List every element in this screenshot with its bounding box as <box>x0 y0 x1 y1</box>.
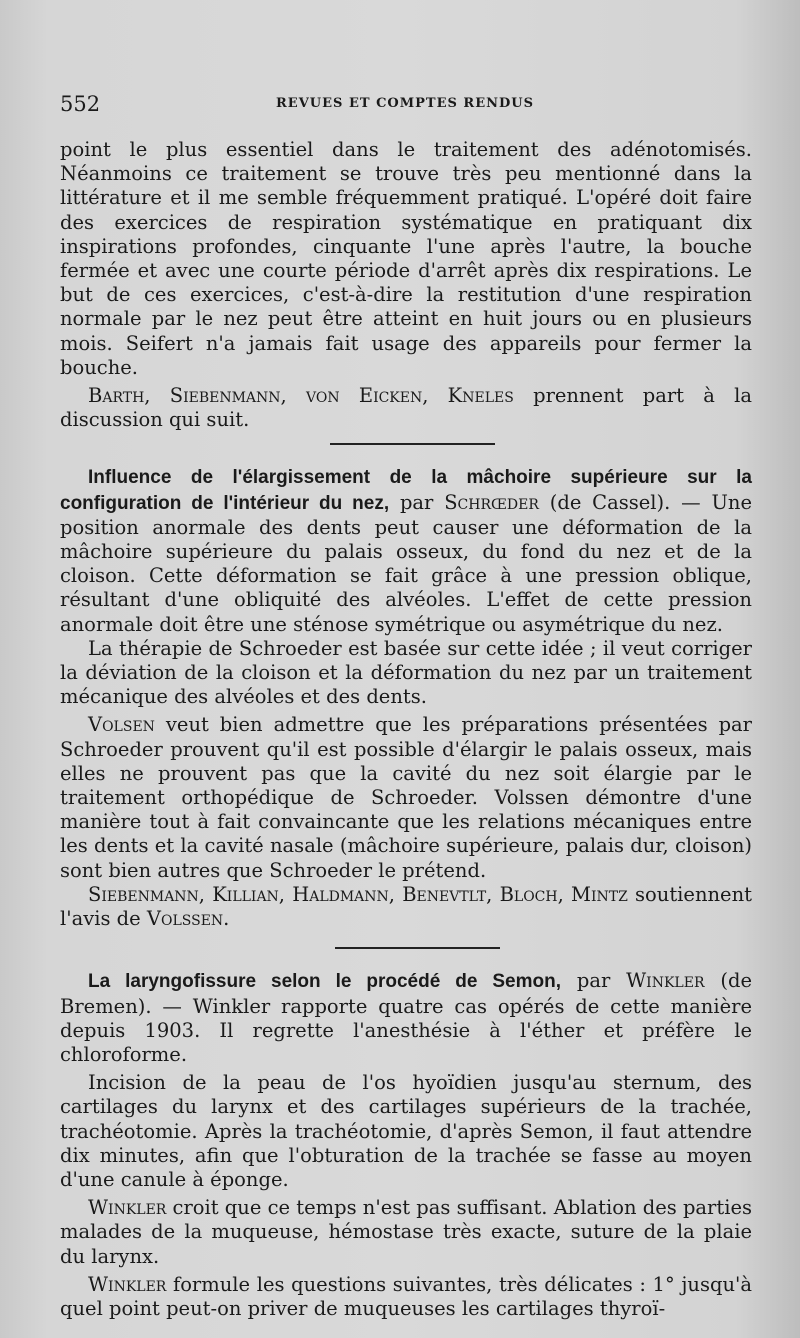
article-influence <box>60 465 752 931</box>
article-1-paragraph-3 <box>60 713 752 882</box>
article-1-title: Influence de l'élargissement de la mâchoire supérieure sur la configuration de l'intérieur du nez, <box>60 467 752 514</box>
discussion-paragraph <box>60 384 752 432</box>
page-body <box>60 138 752 1321</box>
article-1-paragraph-2: La thérapie de Schroeder est basée sur cette idée ; il veut corriger la déviation de la cloison et la déformation du nez par un traitement mécanique des alvéoles et des dents. <box>60 636 752 709</box>
article-1-paragraph-4-names: Siebenmann, Killian, Haldmann, Benevtlt, Bloch, Mintz <box>88 882 628 906</box>
running-title: REVUES ET COMPTES RENDUS <box>276 96 534 111</box>
article-2-body: (de Bremen). — Winkler rapporte quatre cas opérés de cette manière depuis 1903. Il regrette l'anesthésie à l'éther et préfère le chloroforme. <box>60 969 752 1066</box>
article-2-by: par <box>560 969 627 993</box>
article-1-body: (de Cassel). — Une position anormale des dents peut causer une déformation de la mâchoire supérieure du palais osseux, du fond du nez et de la cloison. Cette déformation se fait grâce à une pression oblique, résultant d'une obliquité des alvéoles. L'effet de cette pression anormale doit être une sténose symétrique ou asymétrique du nez. <box>60 490 752 636</box>
article-2-author: Winkler <box>626 969 705 993</box>
page-header <box>60 92 750 122</box>
article-2-paragraph-4-name: Winkler <box>88 1272 167 1296</box>
article-laryngofissure <box>60 969 752 1321</box>
article-1-paragraph-4-end: . <box>223 907 230 931</box>
discussion-names: Barth, Siebenmann, von Eicken, Kneles <box>88 384 514 408</box>
article-2-paragraph-3-text: croit que ce temps n'est pas suffisant. Ablation des parties malades de la muqueuse, hémostase très exacte, suture de la plaie du larynx. <box>60 1196 752 1268</box>
article-1-paragraph-4 <box>60 883 752 931</box>
article-1-paragraph-4-last: Volssen <box>146 907 224 931</box>
article-1-paragraph-4-text: soutiennent l'avis de <box>60 882 752 931</box>
article-1-author: Schrœder <box>444 490 539 514</box>
intro-paragraph: point le plus essentiel dans le traitement des adénotomisés. Néanmoins ce traitement se trouve très peu mentionné dans la littérature et il me semble fréquemment pratiqué. L'opéré doit faire des exercices de respiration systématique en pratiquant dix inspirations profondes, cinquante l'une après l'autre, la bouche fermée et avec une courte période d'arrêt après dix respirations. Le but de ces exercices, c'est-à-dire la restitution d'une respiration normale par le nez peut être atteint en huit jours ou en plusieurs mois. Seifert n'a jamais fait usage des appareils pour fermer la bouche. <box>60 138 752 379</box>
article-2-paragraph-4 <box>60 1273 752 1321</box>
section-divider <box>330 443 495 445</box>
article-1-by: par <box>389 490 445 514</box>
article-2-paragraph-3-name: Winkler <box>88 1196 167 1220</box>
discussion-text: prennent part à la discussion qui suit. <box>60 384 752 432</box>
article-2-paragraph-3 <box>60 1196 752 1269</box>
article-2-paragraph-2: Incision de la peau de l'os hyoïdien jusqu'au sternum, des cartilages du larynx et des cartilages supérieurs de la trachée, trachéotomie. Après la trachéotomie, d'après Semon, il faut attendre dix minutes, afin que l'obturation de la trachée se fasse au moyen d'une canule à éponge. <box>60 1071 752 1191</box>
article-2-lead-paragraph <box>60 969 752 1067</box>
article-2-title: La laryngofissure selon le procédé de Semon, <box>88 971 561 993</box>
article-1-paragraph-3-text: veut bien admettre que les préparations présentées par Schroeder prouvent qu'il est possible d'élargir le palais osseux, mais elles ne prouvent pas que la cavité du nez soit élargie par le traitement orthopédique de Schroeder. Volssen démontre d'une manière tout à fait convaincante que les relations mécaniques entre les dents et la cavité nasale (mâchoire supérieure, palais dur, cloison) sont bien autres que Schroeder le prétend. <box>60 713 752 882</box>
article-1-paragraph-3-name: Volsen <box>88 713 155 737</box>
page-number: 552 <box>60 92 101 116</box>
article-2-paragraph-4-text: formule les questions suivantes, très délicates : 1° jusqu'à quel point peut-on priver de muqueuses les cartilages thyroï- <box>60 1272 752 1320</box>
article-1-lead-paragraph <box>60 465 752 636</box>
section-divider <box>335 947 500 949</box>
